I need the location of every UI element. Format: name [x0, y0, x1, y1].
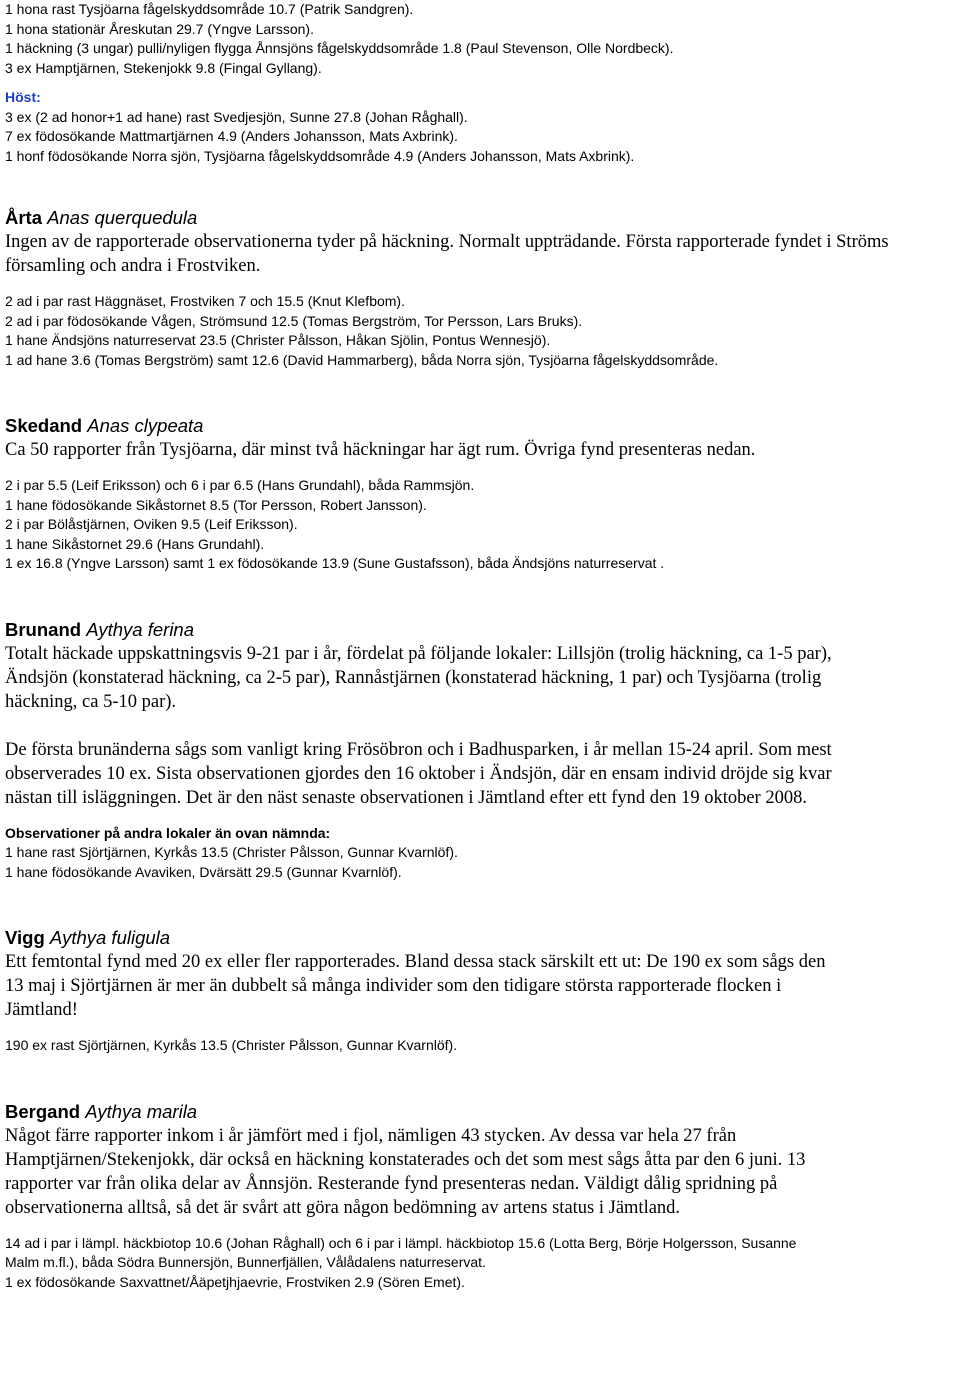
record-line: 2 ad i par födosökande Vågen, Strömsund 12.5 (Tomas Bergström, Tor Persson, Lars Bruks).	[5, 312, 583, 329]
species-heading	[5, 926, 955, 950]
species-common-name: Bergand	[5, 1100, 81, 1122]
record-line: 2 i par Bölåstjärnen, Oviken 9.5 (Leif Eriksson).	[5, 516, 298, 532]
species-summary-line: Ett femtontal fynd med 20 ex eller fler rapporterades. Bland dessa stack särskilt ett ut: De 190 ex som sågs den	[5, 952, 826, 972]
record-line: 2 ad i par rast Häggnäset, Frostviken 7 och 15.5 (Knut Klefbom).	[5, 293, 405, 309]
species-summary-line: Totalt häckade uppskattningsvis 9-21 par i år, fördelat på följande lokaler: Lillsjön (trolig häckning, ca 1-5 par),	[5, 643, 832, 664]
species-summary-line: Något färre rapporter inkom i år jämfört med i fjol, nämligen 43 stycken. Av dessa var hela 27 från	[5, 1125, 737, 1146]
species-paragraph-line: observerades 10 ex. Sista observationen gjordes den 16 oktober i Ändsjön, där en ensam individ dröjde sig kvar	[5, 763, 832, 784]
record-line: Malm m.fl.), båda Södra Bunnersjön, Bunnerfjällen, Vålådalens naturreservat.	[5, 1254, 486, 1270]
species-paragraph-line: nästan till isläggningen. Det är den näst senaste observationen i Jämtland efter ett fynd den 19 oktober 2008.	[5, 787, 807, 808]
species-latin-name: Aythya ferina	[86, 618, 195, 640]
species-summary: Ingen av de rapporterade observationerna tyder på häckning. Normalt uppträdande. Första rapporterade fyndet i Ströms församling och andra i Frostviken.	[5, 232, 889, 276]
species-summary-line: Jämtland!	[5, 1000, 78, 1020]
species-latin-name: Aythya fuligula	[49, 927, 171, 948]
other-locations-label: Observationer på andra lokaler än ovan nämnda:	[5, 824, 331, 841]
autumn-section	[5, 88, 955, 166]
document-page	[5, 0, 955, 1292]
species-common-name: Årta	[5, 207, 43, 228]
species-summary-line: Ändsjön (konstaterad häckning, ca 2-5 par), Rannåstjärnen (konstaterad häckning, 1 par) och Tysjöarna (trolig	[5, 667, 822, 688]
record-line: 1 ex 16.8 (Yngve Larsson) samt 1 ex födosökande 13.9 (Sune Gustafsson), båda Ändsjöns naturreservat .	[5, 555, 665, 571]
species-latin-name: Anas clypeata	[87, 415, 204, 436]
autumn-label: Höst:	[5, 89, 41, 105]
record-line: 14 ad i par i lämpl. häckbiotop 10.6 (Johan Råghall) och 6 i par i lämpl. häckbiotop 15.6 (Lotta Berg, Börje Holgersson, Susanne	[5, 1234, 797, 1251]
record-line: 1 hane födosökande Avaviken, Dvärsätt 29.5 (Gunnar Kvarnlöf).	[5, 863, 402, 880]
species-heading	[5, 206, 955, 230]
record-line: 1 hane Ändsjöns naturreservat 23.5 (Christer Pålsson, Håkan Sjölin, Pontus Wennesjö).	[5, 332, 551, 348]
species-common-name: Brunand	[5, 618, 82, 640]
species-paragraph-line: De första brunänderna sågs som vanligt kring Frösöbron och i Badhusparken, i år mellan 15-24 april. Som mest	[5, 739, 832, 760]
species-latin-name: Anas querquedula	[47, 207, 198, 228]
species-bergand	[5, 1100, 955, 1293]
species-summary-line: observationerna alltså, så det är svårt att göra någon bedömning av artens status i Jämtland.	[5, 1197, 681, 1218]
record-line: 1 hane födosökande Sikåstornet 8.5 (Tor Persson, Robert Jansson).	[5, 496, 427, 513]
record-line: 1 hane rast Sjörtjärnen, Kyrkås 13.5 (Christer Pålsson, Gunnar Kvarnlöf).	[5, 844, 458, 860]
top-records	[5, 0, 955, 78]
species-arta	[5, 206, 955, 370]
record-line: 3 ex (2 ad honor+1 ad hane) rast Svedjesjön, Sunne 27.8 (Johan Råghall).	[5, 108, 468, 125]
species-summary-line: rapporter var från olika delar av Ånnsjön. Resterande fynd presenteras nedan. Väldigt dålig spridning på	[5, 1173, 778, 1194]
record-line: 1 ex födosökande Saxvattnet/Åäpetjhjaevrie, Frostviken 2.9 (Sören Emet).	[5, 1273, 465, 1290]
record-line: 2 i par 5.5 (Leif Eriksson) och 6 i par 6.5 (Hans Grundahl), båda Rammsjön.	[5, 477, 475, 493]
record-line: 1 häckning (3 ungar) pulli/nyligen flygga Ånnsjöns fågelskyddsområde 1.8 (Paul Stevenson, Olle Nordbeck).	[5, 40, 674, 56]
species-heading	[5, 618, 955, 642]
species-common-name: Vigg	[5, 927, 45, 948]
record-line: 1 ad hane 3.6 (Tomas Bergström) samt 12.6 (David Hammarberg), båda Norra sjön, Tysjöarna fågelskyddsområde.	[5, 351, 719, 368]
species-summary-line: häckning, ca 5-10 par).	[5, 691, 177, 712]
record-line: 1 hona stationär Åreskutan 29.7 (Yngve Larsson).	[5, 20, 314, 37]
species-heading	[5, 414, 955, 438]
species-vigg	[5, 926, 955, 1056]
species-latin-name: Aythya marila	[85, 1100, 198, 1122]
species-summary-line: Hamptjärnen/Stekenjokk, där också en häckning konstaterades och det som mest sågs åtta par den 6 juni. 13	[5, 1149, 806, 1170]
species-summary-line: 13 maj i Sjörtjärnen är mer än dubbelt så många individer som den tidigare största rapporterade flocken i	[5, 976, 782, 996]
record-line: 3 ex Hamptjärnen, Stekenjokk 9.8 (Fingal Gyllang).	[5, 59, 322, 76]
species-brunand	[5, 618, 955, 883]
species-summary: Ca 50 rapporter från Tysjöarna, där minst två häckningar har ägt rum. Övriga fynd presenteras nedan.	[5, 440, 756, 460]
record-line: 1 honf födosökande Norra sjön, Tysjöarna fågelskyddsområde 4.9 (Anders Johansson, Mats Axbrink).	[5, 147, 635, 164]
species-skedand	[5, 414, 955, 574]
record-line: 1 hona rast Tysjöarna fågelskyddsområde 10.7 (Patrik Sandgren).	[5, 1, 414, 17]
species-common-name: Skedand	[5, 415, 83, 436]
species-heading	[5, 1100, 955, 1124]
record-line: 190 ex rast Sjörtjärnen, Kyrkås 13.5 (Christer Pålsson, Gunnar Kvarnlöf).	[5, 1037, 458, 1053]
record-line: 1 hane Sikåstornet 29.6 (Hans Grundahl).	[5, 535, 265, 552]
record-line: 7 ex födosökande Mattmartjärnen 4.9 (Anders Johansson, Mats Axbrink).	[5, 128, 458, 144]
